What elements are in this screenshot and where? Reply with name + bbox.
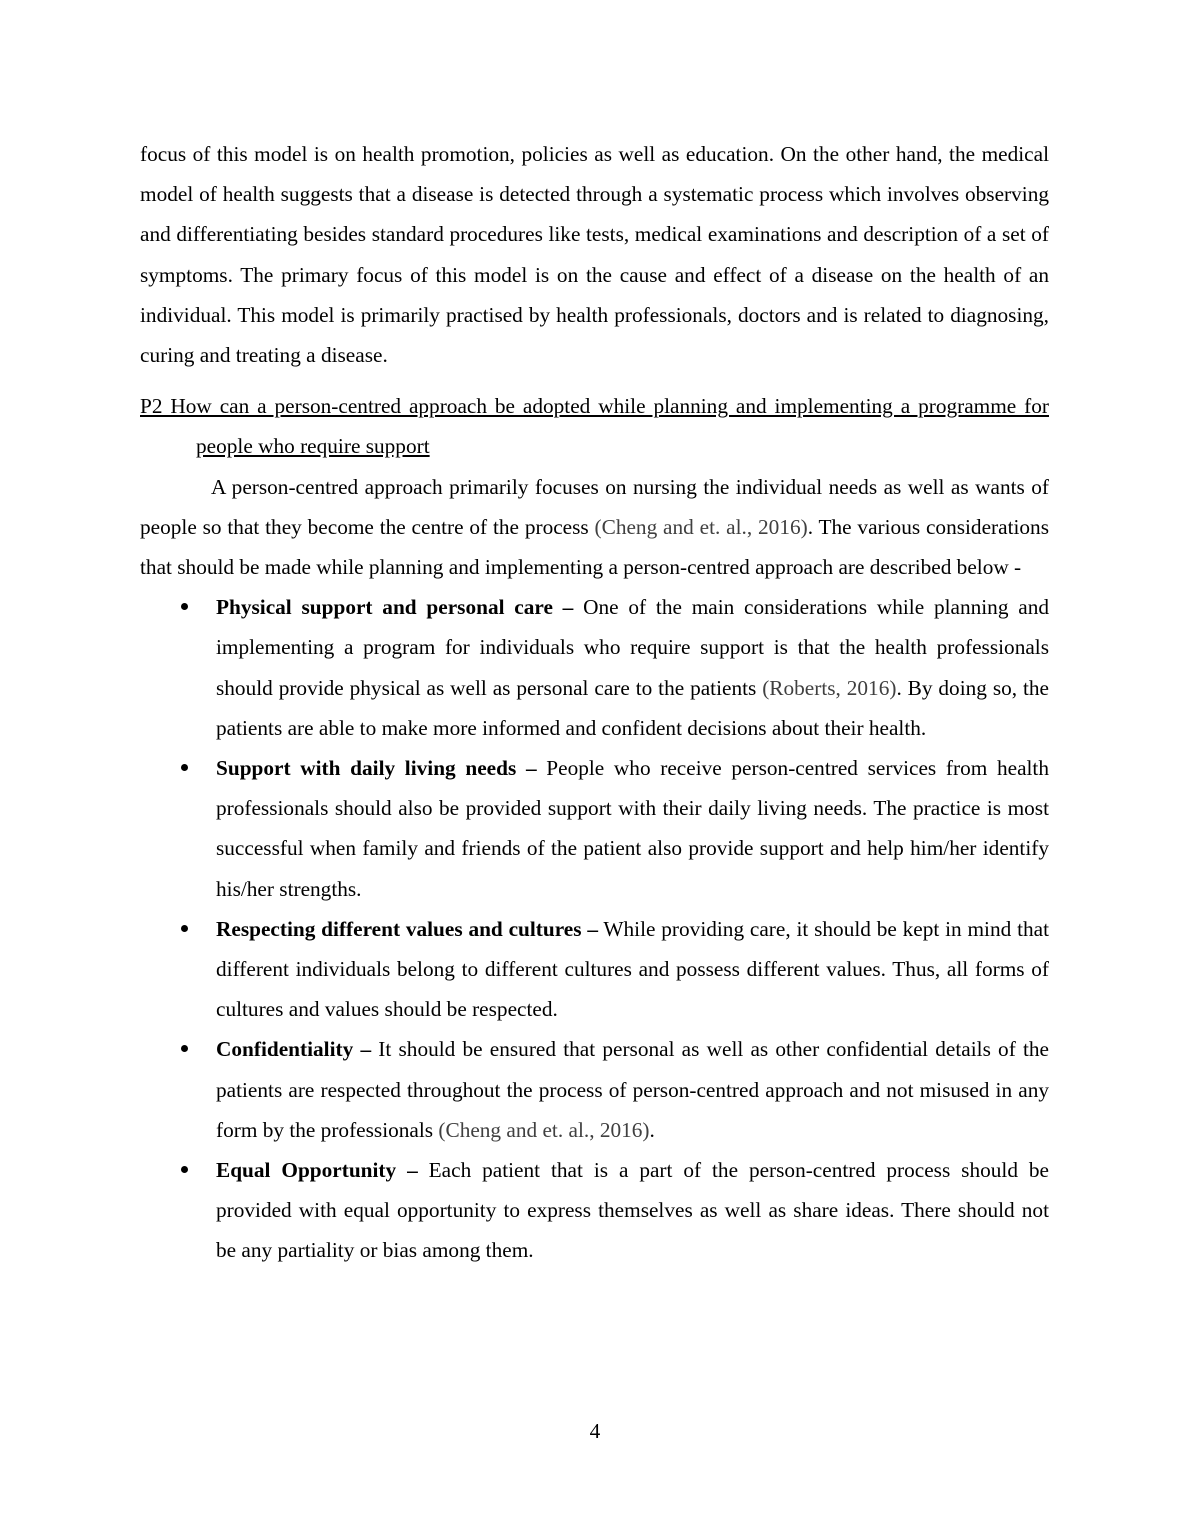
bullet-text: People who receive person-centred services from health professionals should also be provided support with their daily living needs. The practice is most successful when family and friends of the patient also provide support and help him/her identify his/her strengths.: [216, 756, 1049, 901]
page-content: [140, 134, 1049, 1271]
body-paragraph-text: A person-centred approach primarily focuses on nursing the individual needs as well as wants of people so that they become the centre of the process: [140, 474, 1049, 539]
body-paragraph-text-end: . The various considerations that should be made while planning and implementing a person-centred approach are described below -: [140, 514, 1049, 580]
citation: (Cheng and et. al., 2016): [594, 514, 808, 539]
list-item: [140, 748, 1049, 909]
section-heading: P2 How can a person-centred approach be adopted while planning and implementing a programme for people who require support: [140, 394, 1049, 459]
citation: (Cheng and et. al., 2016): [438, 1117, 650, 1142]
bullet-text: It should be ensured that personal as well as other confidential details of the patients are respected throughout the process of person-centred approach and not misused in any form by the professionals: [216, 1037, 1050, 1142]
bullet-term: Physical support and personal care –: [216, 595, 574, 620]
list-item: [140, 909, 1049, 1030]
list-item: [140, 1029, 1049, 1150]
bullet-term: Respecting different values and cultures –: [216, 916, 599, 941]
bullet-text: While providing care, it should be kept in mind that different individuals belong to different cultures and possess different values. Thus, all forms of cultures and values should be respected.: [216, 916, 1050, 1022]
bullet-term: Equal Opportunity –: [216, 1158, 418, 1183]
bullet-icon: [181, 1166, 188, 1173]
intro-paragraph: focus of this model is on health promotion, policies as well as education. On the other hand, the medical model of health suggests that a disease is detected through a systematic process which involves observing and differentiating besides standard procedures like tests, medical examinations and description of a set of symptoms. The primary focus of this model is on the cause and effect of a disease on the health of an individual. This model is primarily practised by health professionals, doctors and is related to diagnosing, curing and treating a disease.: [140, 142, 1049, 368]
list-item: [140, 1150, 1049, 1271]
bullet-text-end: .: [649, 1117, 655, 1142]
bullet-text-end: . By doing so, the patients are able to make more informed and confident decisions about their health.: [216, 675, 1049, 740]
citation: (Roberts, 2016): [762, 675, 897, 700]
body-paragraph: [140, 467, 1049, 588]
bullet-text: Each patient that is a part of the person-centred process should be provided with equal opportunity to express themselves as well as share ideas. There should not be any partiality or bias among them.: [216, 1158, 1049, 1263]
bullet-icon: [181, 1045, 188, 1052]
bullet-list: [140, 587, 1049, 1270]
bullet-icon: [181, 764, 188, 771]
list-item: [140, 587, 1049, 748]
bullet-text: One of the main considerations while planning and implementing a program for individuals who require support is that the health professionals should provide physical as well as personal care to the patients: [216, 595, 1050, 700]
bullet-term: Confidentiality –: [216, 1037, 372, 1062]
bullet-term: Support with daily living needs –: [216, 756, 537, 781]
bullet-icon: [181, 925, 188, 932]
bullet-icon: [181, 603, 188, 610]
page-number: 4: [589, 1419, 601, 1443]
